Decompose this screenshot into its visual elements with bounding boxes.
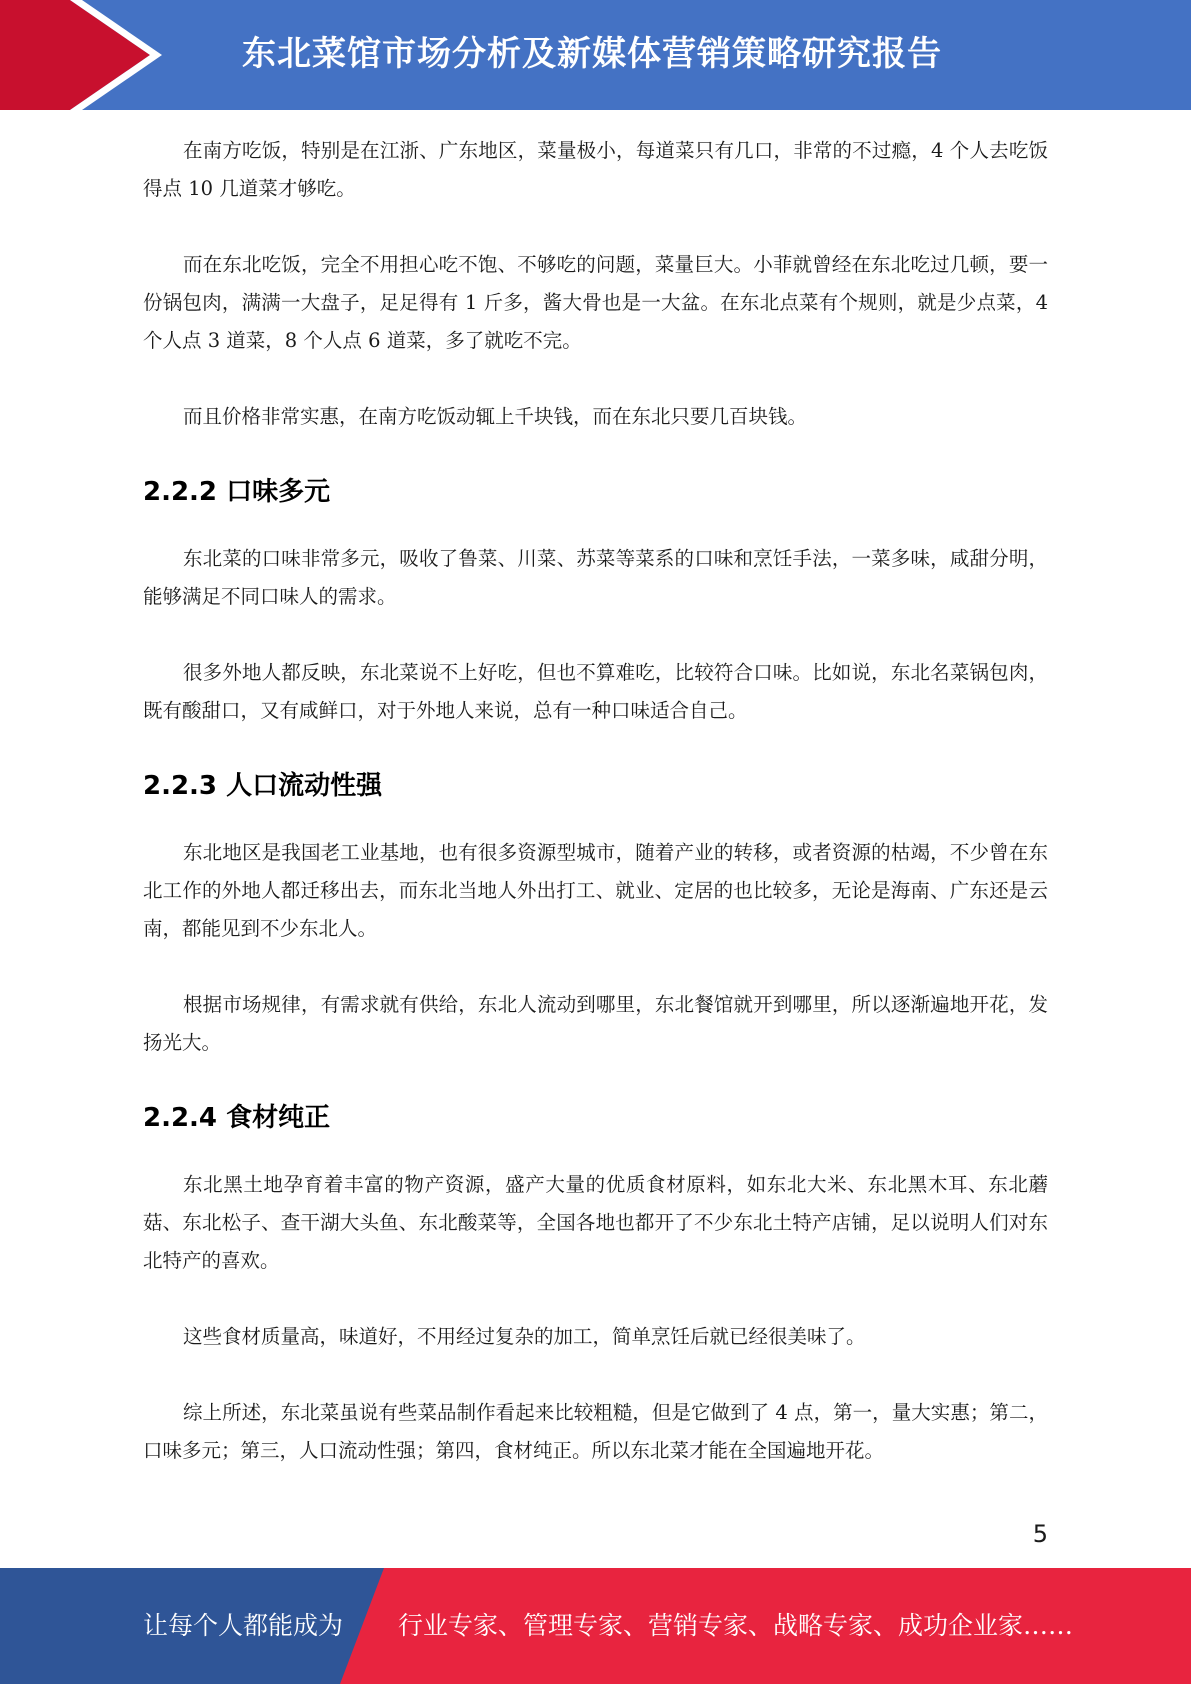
paragraph: 东北黑土地孕育着丰富的物产资源，盛产大量的优质食材原料，如东北大米、东北黑木耳、东北蘑菇、东北松子、查干湖大头鱼、东北酸菜等，全国各地也都开了不少东北土特产店铺，足以说明人们对东北特产的喜欢。 — [143, 1173, 1048, 1272]
section-heading: 2.2.2 口味多元 — [143, 477, 331, 507]
section-heading: 2.2.3 人口流动性强 — [143, 771, 383, 801]
paragraph: 很多外地人都反映，东北菜说不上好吃，但也不算难吃，比较符合口味。比如说，东北名菜锅包肉，既有酸甜口，又有咸鲜口，对于外地人来说，总有一种口味适合自己。 — [143, 661, 1048, 722]
footer-slogan-right: 行业专家、管理专家、营销专家、战略专家、成功企业家…… — [398, 1611, 1074, 1640]
header-banner — [0, 0, 1191, 110]
paragraph: 东北菜的口味非常多元，吸收了鲁菜、川菜、苏菜等菜系的口味和烹饪手法，一菜多味，咸甜分明，能够满足不同口味人的需求。 — [143, 547, 1048, 608]
document-body — [143, 132, 1048, 1508]
paragraph: 这些食材质量高，味道好，不用经过复杂的加工，简单烹饪后就已经很美味了。 — [183, 1325, 866, 1348]
paragraph: 而在东北吃饭，完全不用担心吃不饱、不够吃的问题，菜量巨大。小菲就曾经在东北吃过几顿，要一份锅包肉，满满一大盘子，足足得有 1 斤多，酱大骨也是一大盆。在东北点菜有个规则，就是少点菜，4 个人点 3 道菜，8 个人点 6 道菜，多了就吃不完。 — [143, 253, 1048, 352]
header-arrow-decoration — [0, 0, 170, 110]
paragraph: 而且价格非常实惠，在南方吃饭动辄上千块钱，而在东北只要几百块钱。 — [183, 405, 808, 428]
paragraph: 东北地区是我国老工业基地，也有很多资源型城市，随着产业的转移，或者资源的枯竭，不少曾在东北工作的外地人都迁移出去，而东北当地人外出打工、就业、定居的也比较多，无论是海南、广东还是云南，都能见到不少东北人。 — [143, 841, 1048, 940]
footer-banner — [0, 1568, 1191, 1684]
section-heading: 2.2.4 食材纯正 — [143, 1103, 331, 1133]
page-number: 5 — [1032, 1520, 1048, 1548]
report-title: 东北菜馆市场分析及新媒体营销策略研究报告 — [242, 34, 942, 74]
footer-slogan-left: 让每个人都能成为 — [143, 1611, 344, 1640]
paragraph: 根据市场规律，有需求就有供给，东北人流动到哪里，东北餐馆就开到哪里，所以逐渐遍地开花，发扬光大。 — [143, 993, 1048, 1054]
paragraph: 综上所述，东北菜虽说有些菜品制作看起来比较粗糙，但是它做到了 4 点，第一，量大实惠；第二，口味多元；第三，人口流动性强；第四，食材纯正。所以东北菜才能在全国遍地开花。 — [143, 1401, 1048, 1462]
paragraph: 在南方吃饭，特别是在江浙、广东地区，菜量极小，每道菜只有几口，非常的不过瘾，4 个人去吃饭得点 10 几道菜才够吃。 — [143, 139, 1048, 200]
